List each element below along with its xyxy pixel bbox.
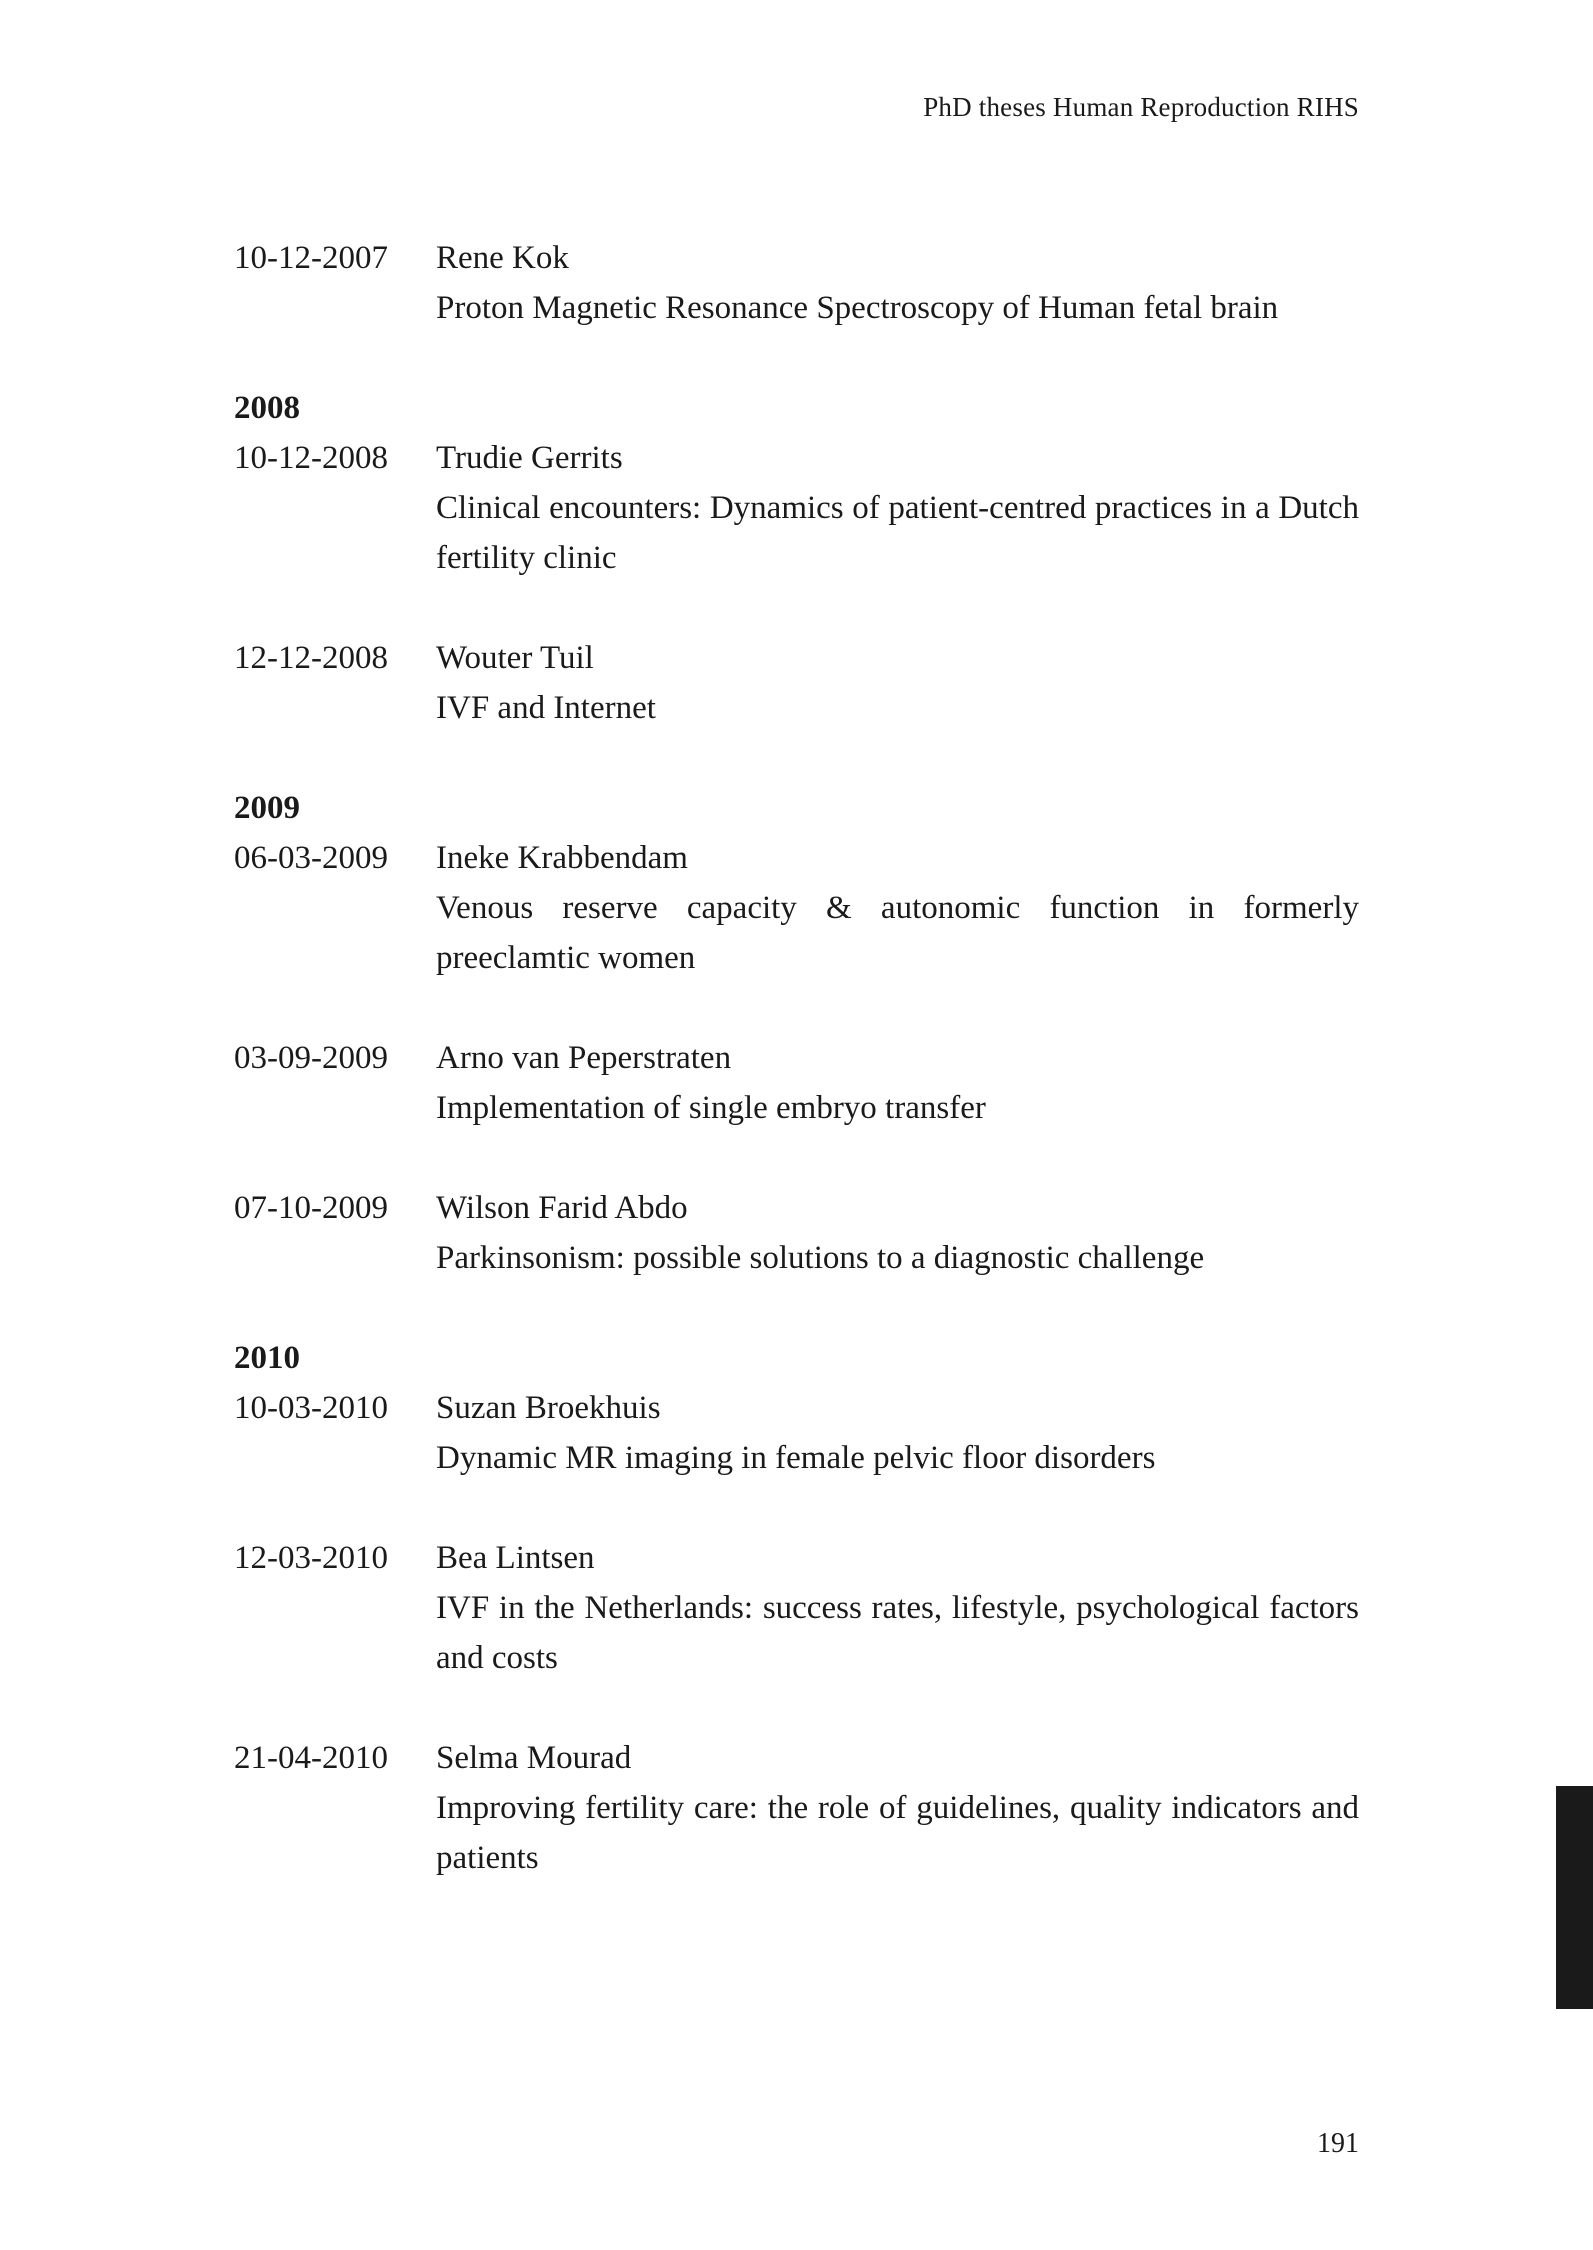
author-name: Trudie Gerrits <box>436 440 623 476</box>
thesis-title: IVF and Internet <box>436 690 656 726</box>
defense-date: 07-10-2009 <box>234 1190 388 1226</box>
thesis-entry <box>234 1733 1359 1883</box>
thesis-title: Dynamic MR imaging in female pelvic floor disorders <box>436 1440 1156 1476</box>
thesis-entry <box>234 633 1359 733</box>
thesis-details <box>436 233 1359 333</box>
year-heading-2009: 2009 <box>234 790 300 826</box>
thesis-title: Clinical encounters: Dynamics of patient-centred practices in a Dutch fertility clinic <box>436 490 1359 576</box>
thesis-entry <box>234 1533 1359 1683</box>
defense-date: 12-12-2008 <box>234 640 388 676</box>
thesis-details <box>436 1033 1359 1133</box>
thesis-details <box>436 433 1359 583</box>
thesis-details <box>436 1733 1359 1883</box>
thesis-title: Venous reserve capacity & autonomic function in formerly preeclamtic women <box>436 890 1359 976</box>
defense-date: 03-09-2009 <box>234 1040 388 1076</box>
year-heading-2008: 2008 <box>234 390 300 426</box>
thesis-details <box>436 1383 1359 1483</box>
thesis-title: Proton Magnetic Resonance Spectroscopy of Human fetal brain <box>436 290 1279 326</box>
defense-date: 06-03-2009 <box>234 840 388 876</box>
thesis-title: Improving fertility care: the role of guidelines, quality indicators and patients <box>436 1790 1359 1876</box>
thesis-details <box>436 1183 1359 1283</box>
author-name: Wilson Farid Abdo <box>436 1190 688 1226</box>
defense-date: 10-12-2008 <box>234 440 388 476</box>
author-name: Bea Lintsen <box>436 1540 595 1576</box>
author-name: Ineke Krabbendam <box>436 840 688 876</box>
thesis-title: Parkinsonism: possible solutions to a diagnostic challenge <box>436 1240 1205 1276</box>
thesis-entry <box>234 833 1359 983</box>
defense-date: 21-04-2010 <box>234 1740 388 1776</box>
theses-list <box>234 233 1359 1883</box>
thesis-entry <box>234 433 1359 583</box>
defense-date: 12-03-2010 <box>234 1540 388 1576</box>
author-name: Suzan Broekhuis <box>436 1390 661 1426</box>
thesis-entry <box>234 1033 1359 1133</box>
chapter-thumb-tab <box>1556 1786 1593 2009</box>
author-name: Wouter Tuil <box>436 640 594 676</box>
thesis-title: Implementation of single embryo transfer <box>436 1090 986 1126</box>
page-number: 191 <box>1317 2128 1359 2159</box>
year-heading-2010: 2010 <box>234 1340 300 1376</box>
thesis-details <box>436 633 1359 733</box>
thesis-details <box>436 1533 1359 1683</box>
thesis-entry <box>234 1183 1359 1283</box>
running-header: PhD theses Human Reproduction RIHS <box>923 92 1359 122</box>
thesis-entry <box>234 233 1359 333</box>
defense-date: 10-03-2010 <box>234 1390 388 1426</box>
defense-date: 10-12-2007 <box>234 240 388 276</box>
author-name: Rene Kok <box>436 240 569 276</box>
thesis-title: IVF in the Netherlands: success rates, lifestyle, psychological factors and costs <box>436 1590 1359 1676</box>
author-name: Arno van Peperstraten <box>436 1040 732 1076</box>
thesis-details <box>436 833 1359 983</box>
thesis-entry <box>234 1383 1359 1483</box>
author-name: Selma Mourad <box>436 1740 632 1776</box>
